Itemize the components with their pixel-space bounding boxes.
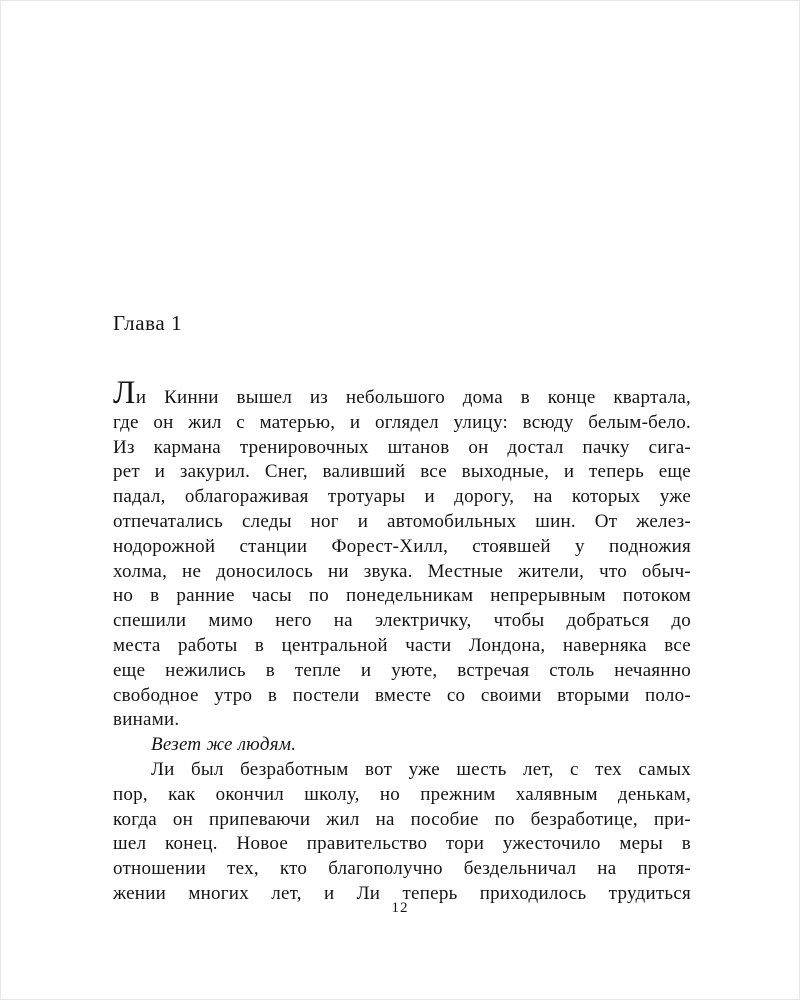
text-line: когда он припеваючи жил на пособие по безработице, при- <box>113 808 691 830</box>
text-line: но в ранние часы по понедельникам непрерывным потоком <box>113 585 691 607</box>
text-line: свободное утро в постели вместе со своими вторыми поло- <box>113 684 691 706</box>
text-line: падал, облагораживая тротуары и дорогу, на которых уже <box>113 486 691 508</box>
text-line: Ли был безработным вот уже шесть лет, с тех самых <box>151 758 691 780</box>
text-line: пор, как окончил школу, но прежним халявным денькам, <box>113 783 691 805</box>
text-line: спешили мимо него на электричку, чтобы добраться до <box>113 610 691 632</box>
text-line: Везет же людям. <box>151 734 297 756</box>
text-line: нодорожной станции Форест-Хилл, стоявшей у подножия <box>113 535 691 557</box>
text-line: места работы в центральной части Лондона, наверняка все <box>113 634 691 656</box>
text-line: Из кармана тренировочных штанов он достал пачку сига- <box>113 436 691 458</box>
text-line: винами. <box>113 709 180 731</box>
text-line: рет и закурил. Снег, валивший все выходные, и теперь еще <box>113 461 691 483</box>
text-line: Ли Кинни вышел из небольшого дома в конце квартала, <box>113 375 691 411</box>
text-line: жении многих лет, и Ли теперь приходилось трудиться <box>113 882 691 904</box>
body-text <box>113 375 691 907</box>
text-line: отпечатались следы ног и автомобильных шин. От желез- <box>113 510 691 532</box>
text-line: шел конец. Новое правительство тори ужесточило меры в <box>113 833 691 855</box>
page-number: 12 <box>391 900 409 916</box>
text-line: отношении тех, кто благополучно бездельничал на протя- <box>113 858 691 880</box>
text-line: где он жил с матерью, и оглядел улицу: всюду белым-бело. <box>113 411 691 433</box>
drop-cap: Л <box>113 375 136 411</box>
chapter-heading: Глава 1 <box>113 311 183 335</box>
text-line: холма, не доносилось ни звука. Местные жители, что обыч- <box>113 560 691 582</box>
text-line: еще нежились в тепле и уюте, встречая столь нечаянно <box>113 659 691 681</box>
